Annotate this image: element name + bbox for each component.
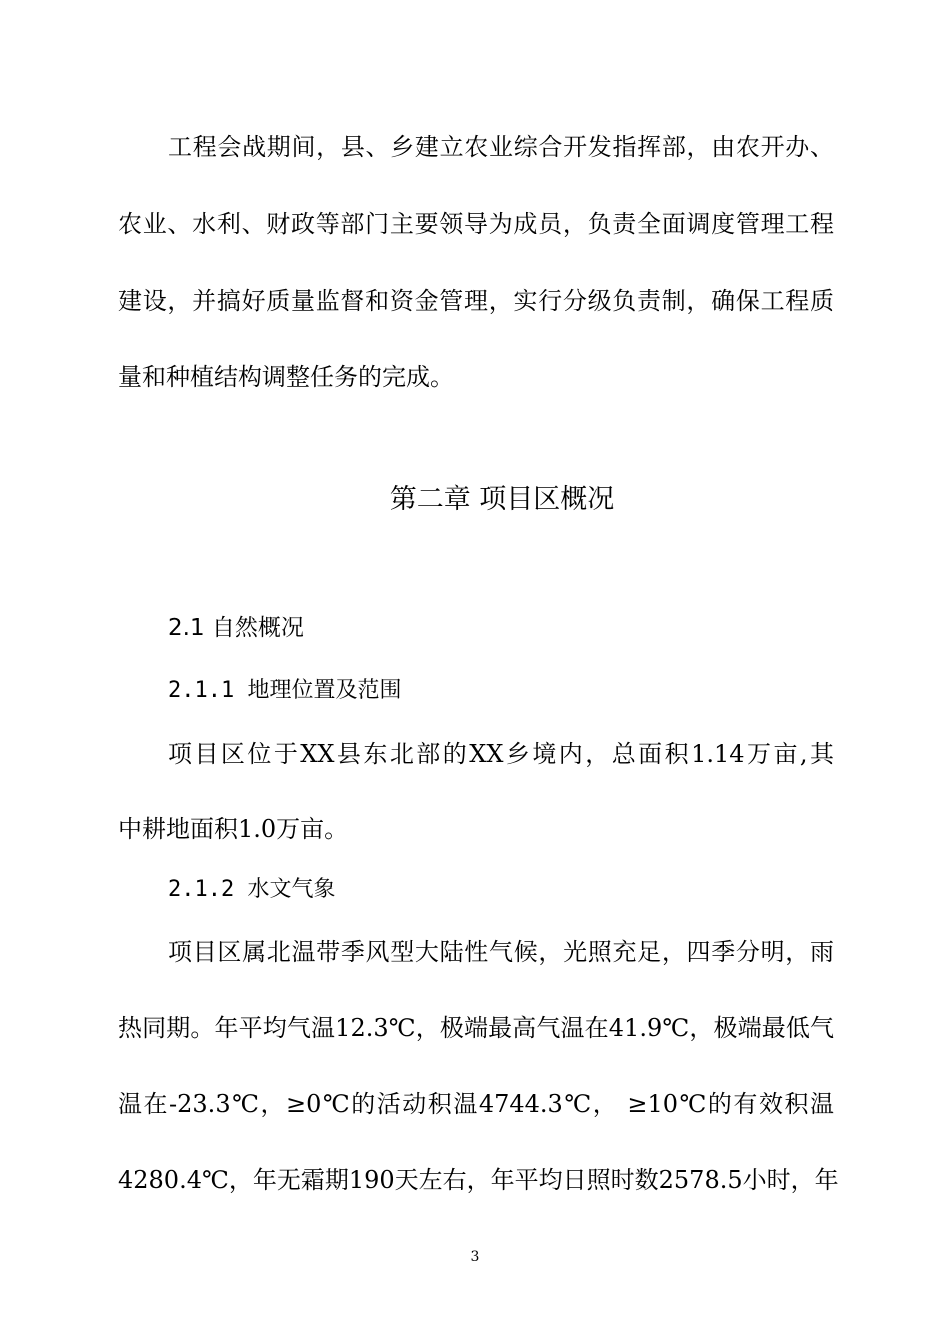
page-number: 3 — [470, 1249, 480, 1265]
paragraph-line: 项目区位于XX县东北部的XX乡境内，总面积1.14万亩,其 — [168, 740, 834, 768]
paragraph-line: 建设，并搞好质量监督和资金管理，实行分级负责制，确保工程质 — [118, 287, 834, 315]
subsection-heading: 2.1.2 水文气象 — [168, 877, 336, 902]
paragraph-line: 温在-23.3℃，≥0℃的活动积温4744.3℃， ≥10℃的有效积温 — [118, 1090, 834, 1118]
paragraph-line: 4280.4℃，年无霜期190天左右，年平均日照时数2578.5小时，年 — [118, 1166, 839, 1194]
paragraph-line: 农业、水利、财政等部门主要领导为成员，负责全面调度管理工程 — [118, 210, 834, 238]
paragraph-line: 热同期。年平均气温12.3℃，极端最高气温在41.9℃，极端最低气 — [118, 1014, 834, 1042]
section-heading: 2.1 自然概况 — [168, 615, 304, 641]
paragraph-line: 中耕地面积1.0万亩。 — [118, 815, 349, 843]
paragraph-line: 量和种植结构调整任务的完成。 — [118, 363, 454, 391]
paragraph-line: 工程会战期间，县、乡建立农业综合开发指挥部，由农开办、 — [168, 133, 834, 161]
paragraph-line: 项目区属北温带季风型大陆性气候，光照充足，四季分明，雨 — [168, 938, 834, 966]
subsection-heading: 2.1.1 地理位置及范围 — [168, 678, 402, 703]
chapter-title: 第二章 项目区概况 — [389, 484, 615, 515]
